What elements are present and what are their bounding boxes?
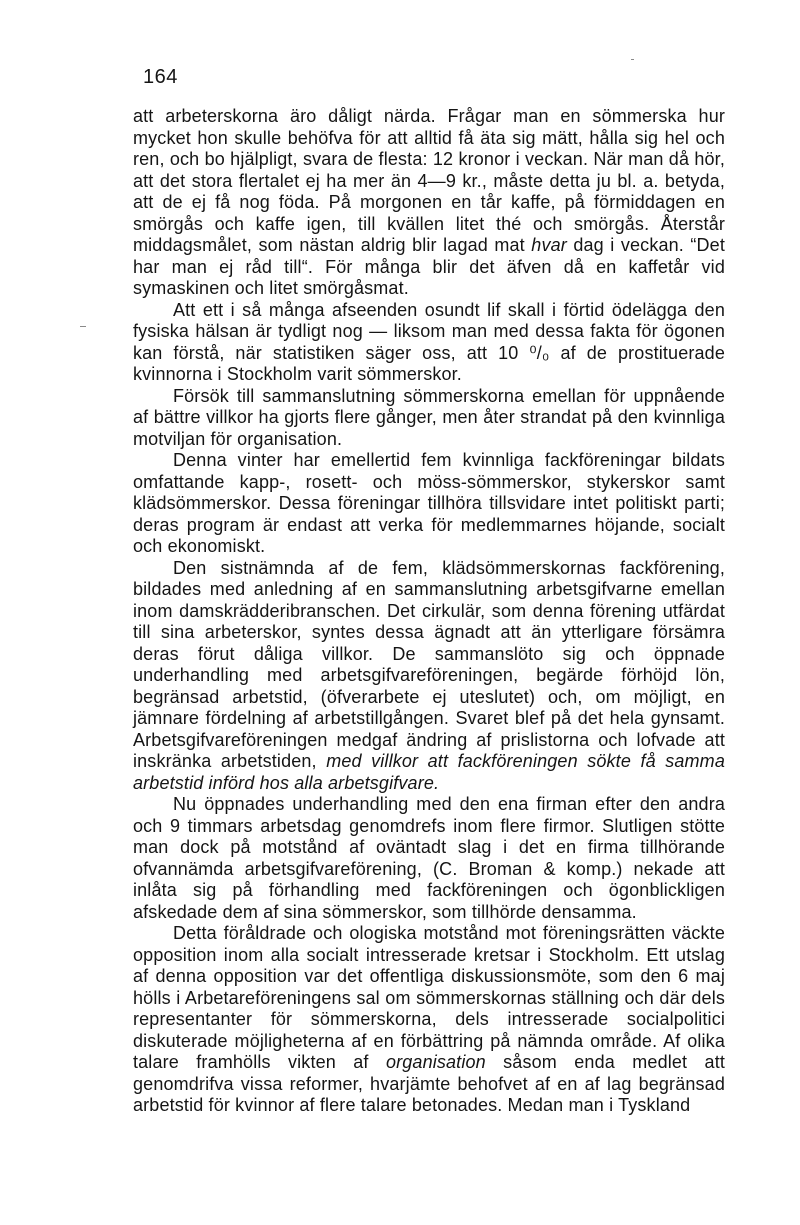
paragraph-1-text-b: dag i veckan. “Det har man ej råd till“. För många blir det äfven då en kaffetår vid symaskinen och litet smörgåsmat. bbox=[133, 235, 725, 298]
margin-mark bbox=[80, 326, 86, 327]
page-number: 164 bbox=[143, 66, 178, 88]
paragraph-5 bbox=[133, 558, 725, 795]
paragraph-3 bbox=[133, 386, 725, 451]
paragraph-1-text-a: att arbeterskorna äro dåligt närda. Frågar man en sömmerska hur mycket hon skulle behöfva för att alltid få äta sig mätt, hålla sig hel och ren, och bo hjälpligt, svara de flesta: 12 kronor i veckan. När man då hör, att det stora flertalet ej ha mer än 4—9 kr., måste detta ju bl. a. betyda, att de ej få nog föda. På morgonen en tår kaffe, på förmiddagen en smörgås och kaffe igen, till kvällen litet thé och smörgås. Återstår middagsmålet, som nästan aldrig blir lagad mat bbox=[133, 106, 725, 255]
paragraph-7-text-a: Detta föråldrade och ologiska motstånd mot föreningsrätten väckte opposition inom alla socialt intresserade kretsar i Stockholm. Ett utslag af denna opposition var det offentliga diskussionsmöte, som den 6 maj hölls i Arbetareföreningens sal om sömmerskornas ställning och där dels representanter för sömmerskorna, dels intresserade socialpolitici diskuterade möjligheterna af en förbättring på nämnda område. Af olika talare framhölls vikten af bbox=[133, 923, 725, 1072]
paragraph-7 bbox=[133, 923, 725, 1117]
paragraph-5-text-a: Den sistnämnda af de fem, klädsömmerskornas fackförening, bildades med anledning af en sammanslutning arbetsgifvarne emellan inom damskrädderibranschen. Det cirkulär, som denna förening utfärdat till sina arbeterskor, syntes dessa ägnadt att än ytterligare försämra deras förut dåliga villkor. De sammanslöto sig och öppnade underhandling med arbetsgifvareföreningen, begärde förhöjd lön, begränsad arbetstid, (öfverarbete ej uteslutet) och, om möjligt, en jämnare fördelning af arbetstillgången. Svaret blef på det hela gynsamt. Arbetsgifvareföreningen medgaf ändring af prislistorna och lofvade att inskränka arbetstiden, bbox=[133, 557, 725, 771]
paragraph-2 bbox=[133, 300, 725, 386]
paragraph-5-emphasis: med villkor att fackföreningen sökte få samma arbetstid införd hos alla arbetsgifvare. bbox=[133, 751, 725, 793]
paragraph-7-emphasis: organisation bbox=[385, 1052, 486, 1072]
paragraph-4 bbox=[133, 450, 725, 558]
paragraph-6-text: Nu öppnades underhandling med den ena firman efter den andra och 9 timmars arbetsdag genomdrefs inom flere firmor. Slutligen stötte man dock på motstånd af oväntadt slag i det en firma tillhörande ofvannämda arbetsgifvareförening, (C. Broman & komp.) nekade att inlåta sig på förhandling med fackföreningen och ögonblickligen afskedade dem af sina sömmerskor, som tillhörde densamma. bbox=[133, 794, 725, 922]
paragraph-3-text: Försök till sammanslutning sömmerskorna emellan för uppnående af bättre villkor ha gjorts flere gånger, men åter strandat på den kvinnliga motviljan för organisation. bbox=[133, 385, 725, 449]
paragraph-6 bbox=[133, 794, 725, 923]
paragraph-1-emphasis: hvar bbox=[531, 235, 567, 255]
body-text bbox=[133, 106, 725, 1117]
print-speck bbox=[631, 59, 634, 60]
paragraph-4-text: Denna vinter har emellertid fem kvinnliga fackföreningar bildats omfattande kapp-, rosett- och möss-sömmerskor, stykerskor samt klädsömmerskor. Dessa föreningar tillhöra tillsvidare intet politiskt parti; deras program är endast att verka för medlemmarnes höjande, socialt och ekonomiskt. bbox=[133, 450, 725, 556]
paragraph-1 bbox=[133, 106, 725, 300]
paragraph-7-text-b: såsom enda medlet att genomdrifva vissa reformer, hvarjämte behofvet af en af lag begränsad arbetstid för kvinnor af flere talare betonades. Medan man i Tyskland bbox=[133, 1052, 726, 1115]
paragraph-2-text: Att ett i så många afseenden osundt lif skall i förtid ödelägga den fysiska hälsan är tydligt nog — liksom man med dessa fakta för ögonen kan förstå, när statistiken säger oss, att 10 ⁰/₀ af de prostituerade kvinnorna i Stockholm varit sömmerskor. bbox=[133, 299, 725, 384]
